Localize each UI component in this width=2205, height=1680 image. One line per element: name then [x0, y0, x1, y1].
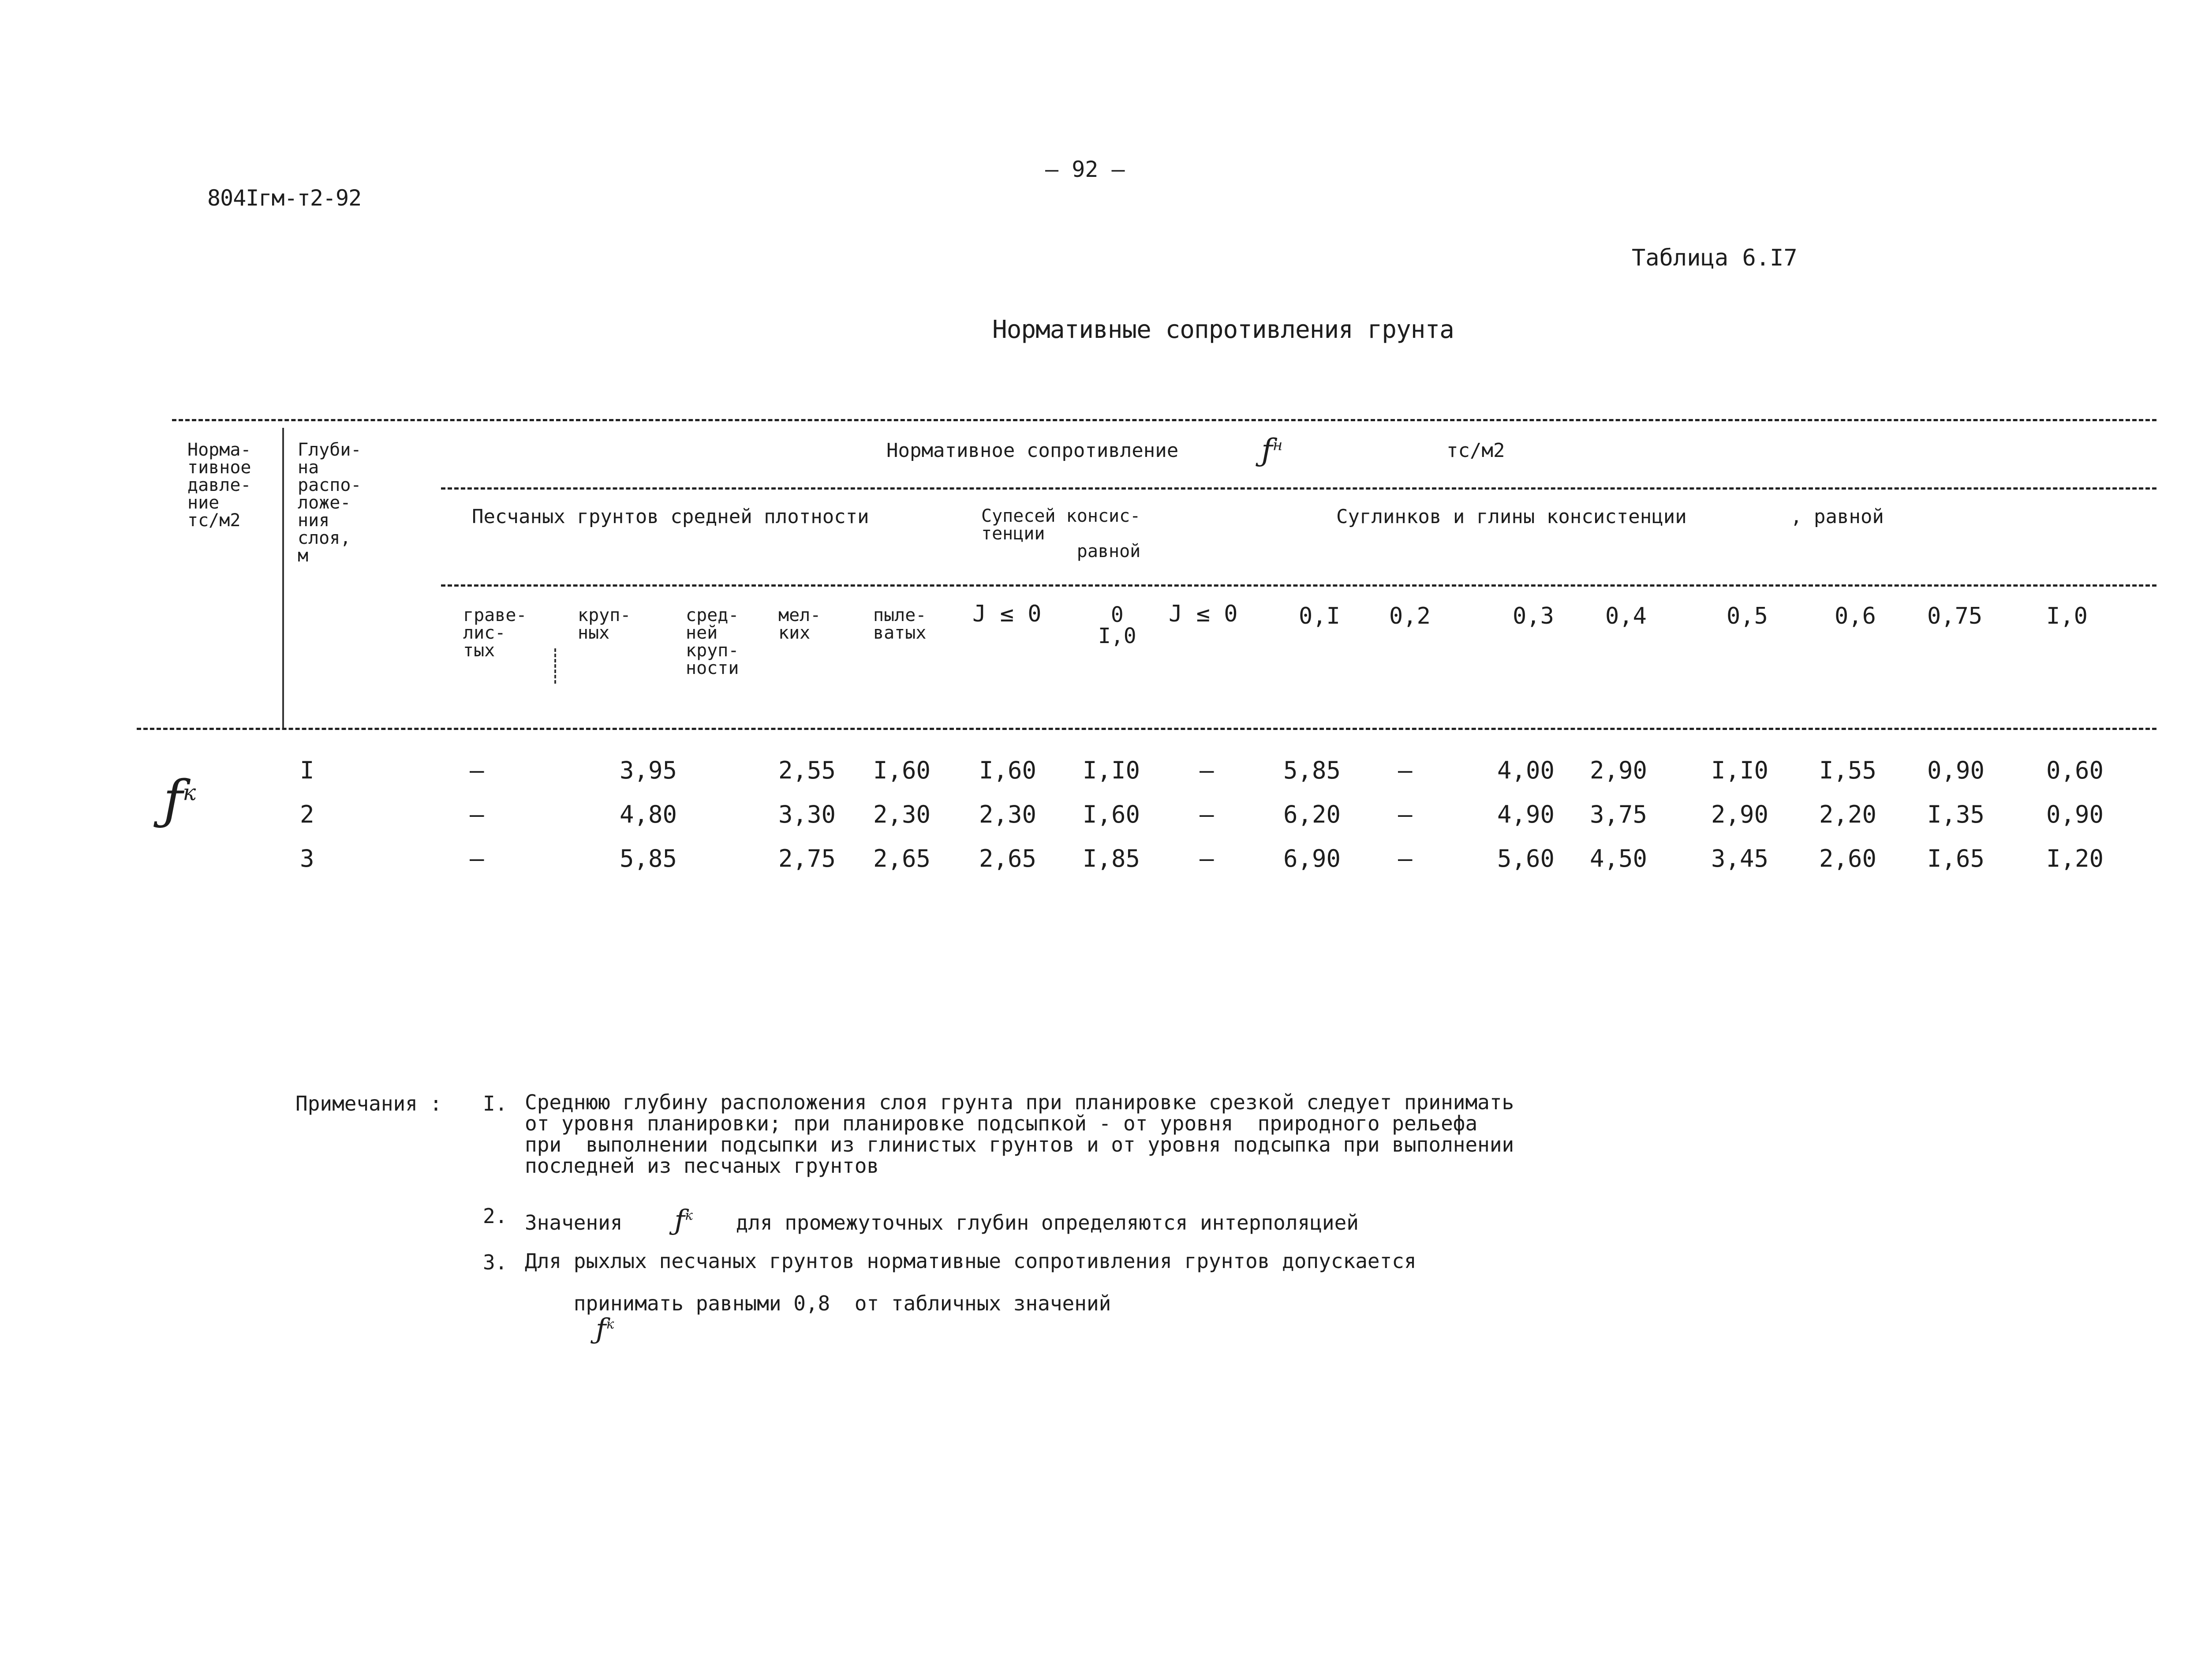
row-1-cell-6: I,I0 — [1083, 756, 1140, 784]
sand-subcol-divider — [554, 648, 556, 684]
row-2-cell-15: 0,90 — [2046, 801, 2104, 828]
note-1-text — [525, 1092, 1514, 1176]
note-3-line-1: Для рыхлых песчаных грунтов нормативные сопротивления грунтов допускается — [525, 1249, 1416, 1273]
row-3-cell-4: 2,65 — [873, 845, 931, 872]
row-1-cell-12: I,I0 — [1711, 756, 1769, 784]
row-1-cell-1: — — [470, 756, 484, 784]
main-resistance-symbol — [1261, 432, 1282, 468]
subcol-sand-medium: сред- ней круп- ности — [686, 605, 739, 678]
subcol-clay-4: 0,4 — [1605, 603, 1647, 629]
row-label-symbol — [163, 770, 196, 831]
subcol-sand-coarse: круп- ных — [578, 605, 631, 643]
main-header — [886, 441, 1178, 460]
row-2-cell-12: 2,90 — [1711, 801, 1769, 828]
subcol-clay-3: 0,3 — [1513, 603, 1554, 629]
row-2-cell-1: — — [470, 801, 484, 828]
page-number: — 92 — — [1045, 157, 1125, 182]
note-1-line-2: от уровня планировки; при планировке подсыпкой - от уровня природного рельефа — [525, 1111, 1478, 1135]
subcol-sandy-loam-1: J ≤ 0 — [972, 601, 1042, 627]
subcol-clay-5: 0,5 — [1727, 603, 1768, 629]
row-symbol-sup: к — [183, 780, 196, 805]
row-2-cell-7: — — [1200, 801, 1214, 828]
header-rule-2 — [441, 584, 2156, 587]
note-2-symbol-sup: к — [684, 1208, 693, 1224]
row-1-cell-4: I,60 — [873, 756, 931, 784]
row-1-cell-11: 2,90 — [1590, 756, 1648, 784]
row-2-cell-2: 4,80 — [620, 801, 677, 828]
table-top-rule — [172, 419, 2156, 421]
note-2-number: 2. — [483, 1204, 508, 1228]
row-3-cell-1: — — [470, 845, 484, 872]
row-3-cell-14: I,65 — [1927, 845, 1985, 872]
subcol-clay-6: 0,6 — [1835, 603, 1876, 629]
row-symbol: ƒ — [163, 770, 183, 831]
note-3-line-2 — [525, 1272, 1416, 1363]
note-3-number: 3. — [483, 1250, 508, 1274]
row-1-cell-2: 3,95 — [620, 756, 677, 784]
note-3-text — [525, 1250, 1416, 1363]
subcol-clay-7: 0,75 — [1927, 603, 1983, 629]
row-1-cell-9: — — [1398, 756, 1413, 784]
main-symbol: ƒ — [1261, 432, 1273, 468]
row-3-cell-5: 2,65 — [979, 845, 1037, 872]
row-2-cell-14: I,35 — [1927, 801, 1985, 828]
note-2-post: для промежуточных глубин определяются интерполяцией — [736, 1211, 1359, 1235]
col-pressure-header: Норма- тивное давле- ние тс/м2 — [187, 440, 251, 531]
row-3-cell-9: — — [1398, 845, 1413, 872]
row-3-cell-12: 3,45 — [1711, 845, 1769, 872]
note-2-text — [525, 1204, 1359, 1237]
header-bottom-rule — [137, 728, 2156, 730]
note-1-line-1: Среднюю глубину расположения слоя грунта при планировке срезкой следует принимать — [525, 1090, 1514, 1114]
subcol-sandy-loam-2: 0 I,0 — [1098, 602, 1136, 648]
header-rule-1 — [441, 487, 2156, 490]
row-3-cell-11: 4,50 — [1590, 845, 1648, 872]
group-loam-clay-suffix: , равной — [1790, 505, 1884, 528]
subcol-clay-8: I,0 — [2046, 603, 2088, 629]
table-label: Таблица 6.I7 — [1632, 245, 1798, 271]
row-3-cell-6: I,85 — [1083, 845, 1140, 872]
main-symbol-sup: н — [1272, 436, 1283, 454]
note-2-pre: Значения — [525, 1211, 623, 1235]
row-2-cell-3: 3,30 — [778, 801, 836, 828]
row-2-cell-11: 3,75 — [1590, 801, 1648, 828]
subcol-sand-silty: пыле- ватых — [873, 605, 927, 643]
note-1-line-3: при выполнении подсыпки из глинистых грунтов и от уровня подсыпка при выполнении — [525, 1133, 1514, 1156]
row-3-cell-15: I,20 — [2046, 845, 2104, 872]
row-3-cell-8: 6,90 — [1283, 845, 1341, 872]
table-title: Нормативные сопротивления грунта — [992, 315, 1454, 344]
subcol-clay-0: J ≤ 0 — [1169, 601, 1238, 627]
group-sandy-loam-header: Супесей консис- тенции равной — [981, 506, 1141, 561]
col-divider — [282, 428, 284, 728]
subcol-clay-2: 0,2 — [1389, 603, 1431, 629]
row-2-cell-13: 2,20 — [1819, 801, 1877, 828]
notes-label: Примечания : — [295, 1092, 442, 1115]
row-2-cell-9: — — [1398, 801, 1413, 828]
note-3-symbol-char: ƒ — [595, 1313, 606, 1346]
row-1-depth: I — [300, 756, 314, 784]
note-2-symbol — [674, 1204, 693, 1237]
row-1-cell-15: 0,60 — [2046, 756, 2104, 784]
row-3-cell-3: 2,75 — [778, 845, 836, 872]
row-2-cell-10: 4,90 — [1497, 801, 1555, 828]
note-3-symbol-sup: к — [606, 1317, 614, 1332]
row-1-cell-10: 4,00 — [1497, 756, 1555, 784]
row-1-cell-3: 2,55 — [778, 756, 836, 784]
main-header-label: Нормативное сопротивление — [886, 439, 1179, 462]
group-sand-header: Песчаных грунтов средней плотности — [472, 505, 869, 528]
row-1-cell-14: 0,90 — [1927, 756, 1985, 784]
row-2-cell-8: 6,20 — [1283, 801, 1341, 828]
group-loam-clay-header: Суглинков и глины консистенции — [1336, 505, 1687, 528]
row-3-cell-7: — — [1200, 845, 1214, 872]
row-2-cell-5: 2,30 — [979, 801, 1037, 828]
subcol-sand-fine: мел- ких — [778, 605, 821, 643]
row-2-cell-4: 2,30 — [873, 801, 931, 828]
row-1-cell-7: — — [1200, 756, 1214, 784]
row-3-cell-13: 2,60 — [1819, 845, 1877, 872]
row-1-cell-8: 5,85 — [1283, 756, 1341, 784]
row-3-depth: 3 — [300, 845, 314, 872]
subcol-clay-1: 0,I — [1299, 603, 1340, 629]
note-3-symbol — [595, 1313, 614, 1346]
row-1-cell-13: I,55 — [1819, 756, 1877, 784]
main-units: тс/м2 — [1446, 439, 1505, 462]
note-2-symbol-char: ƒ — [674, 1204, 685, 1237]
subcol-sand-gravel: граве- лис- тых — [463, 605, 527, 661]
row-2-depth: 2 — [300, 801, 314, 828]
note-3-line-2-text: принимать равными 0,8 от табличных значений — [573, 1291, 1111, 1315]
col-depth-header: Глуби- на распо- ложе- ния слоя, м — [298, 440, 362, 566]
note-1-line-4: последней из песчаных грунтов — [525, 1154, 879, 1178]
row-2-cell-6: I,60 — [1083, 801, 1140, 828]
row-3-cell-2: 5,85 — [620, 845, 677, 872]
row-3-cell-10: 5,60 — [1497, 845, 1555, 872]
row-1-cell-5: I,60 — [979, 756, 1037, 784]
document-code: 804Iгм-т2-92 — [207, 185, 362, 211]
note-1-number: I. — [483, 1092, 508, 1115]
